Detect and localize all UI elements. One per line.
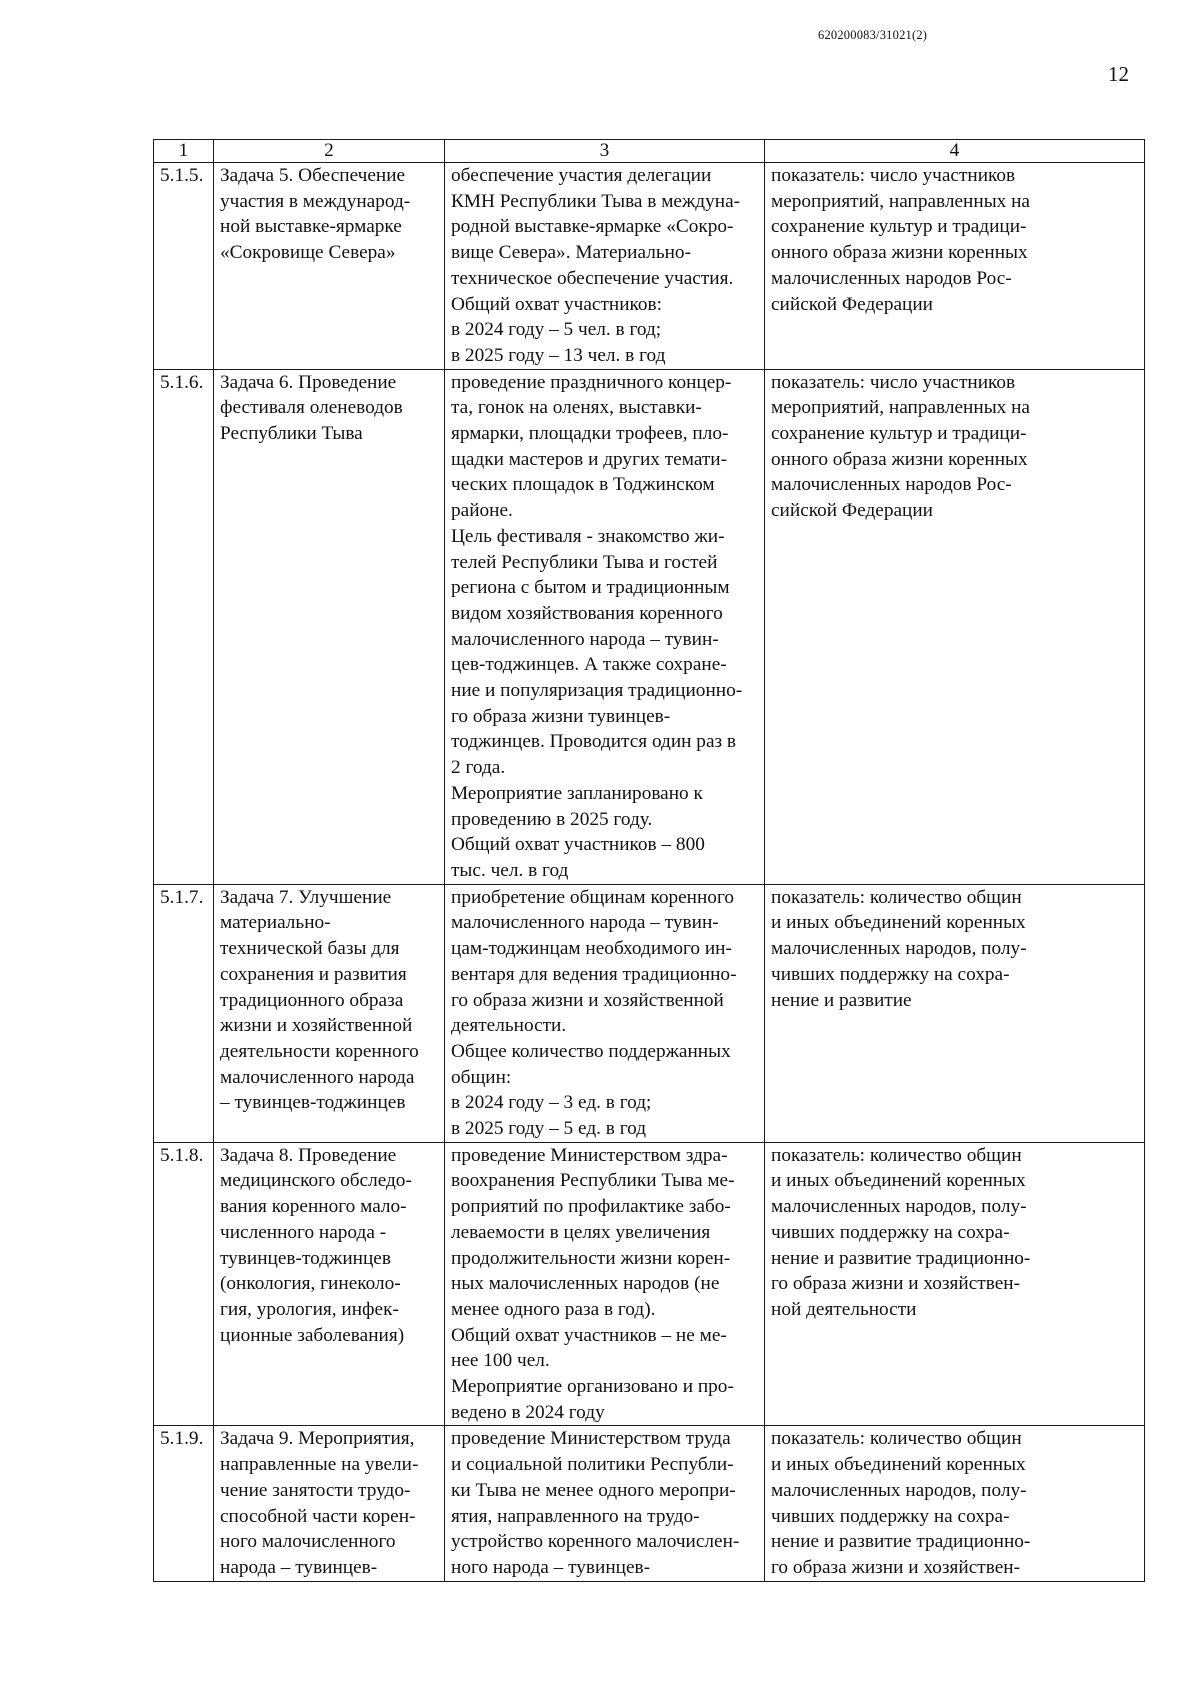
text-line: цам-тоджинцам необходимого ин- xyxy=(451,938,732,960)
table-row xyxy=(154,884,1145,1142)
text-line: Задача 8. Проведение xyxy=(220,1144,397,1166)
text-line: та, гонок на оленях, выставки- xyxy=(451,397,702,419)
text-line: телей Республики Тыва и гостей xyxy=(451,551,718,573)
text-line: нее 100 чел. xyxy=(451,1350,550,1372)
text-line: мероприятий, направленных на xyxy=(771,190,1030,212)
table-row xyxy=(154,1426,1145,1581)
text-line: Мероприятие организовано и про- xyxy=(451,1376,734,1398)
text-line: направленные на увели- xyxy=(220,1454,419,1476)
item-number-cell: 5.1.5. xyxy=(154,163,214,370)
text-line: в 2025 году – 13 чел. в год xyxy=(451,344,666,366)
header-row xyxy=(154,140,1145,163)
text-line: показатель: число участников xyxy=(771,165,1016,186)
text-line: Общий охват участников – не ме- xyxy=(451,1324,727,1346)
text-line: чение занятости трудо- xyxy=(220,1479,411,1501)
text-line: (онкология, гинеколо- xyxy=(220,1273,401,1295)
text-line: проведение Министерством труда xyxy=(451,1428,731,1450)
text-line: нение и развитие традиционно- xyxy=(771,1531,1031,1553)
text-line: ной выставке-ярмарке xyxy=(220,216,402,238)
text-line: Общее количество поддержанных xyxy=(451,1040,731,1062)
text-line: тоджинцев. Проводится один раз в xyxy=(451,731,737,753)
text-line: проведение праздничного концер- xyxy=(451,371,732,393)
description-cell xyxy=(445,884,765,1142)
text-line: малочисленного народа – тувин- xyxy=(451,912,719,934)
text-line: родной выставке-ярмарке «Сокро- xyxy=(451,216,734,238)
table-body xyxy=(154,163,1145,1582)
item-number-cell: 5.1.6. xyxy=(154,369,214,884)
text-line: Задача 6. Проведение xyxy=(220,371,397,393)
text-line: сохранения и развития xyxy=(220,963,407,985)
text-line: вания коренного мало- xyxy=(220,1196,407,1218)
task-cell xyxy=(214,884,445,1142)
text-line: онного образа жизни коренных xyxy=(771,448,1028,470)
text-line: го образа жизни и хозяйственной xyxy=(451,989,724,1011)
text-line: менее одного раза в год). xyxy=(451,1298,656,1320)
text-line: ной деятельности xyxy=(771,1298,917,1320)
text-line: чивших поддержку на сохра- xyxy=(771,1505,1010,1527)
table-row xyxy=(154,163,1145,370)
text-line: малочисленных народов Рос- xyxy=(771,474,1012,496)
text-line: роприятий по профилактике забо- xyxy=(451,1196,731,1218)
text-line: малочисленных народов, полу- xyxy=(771,1196,1027,1218)
indicator-cell xyxy=(765,1142,1145,1426)
text-line: технической базы для xyxy=(220,938,400,960)
text-line: показатель: количество общин xyxy=(771,1428,1022,1450)
text-line: КМН Республики Тыва в междуна- xyxy=(451,190,741,212)
text-line: нение и развитие традиционно- xyxy=(771,1247,1031,1269)
text-line: фестиваля оленеводов xyxy=(220,397,403,419)
text-line: показатель: количество общин xyxy=(771,886,1022,908)
text-line: видом хозяйствования коренного xyxy=(451,602,723,624)
text-line: малочисленных народов Рос- xyxy=(771,267,1012,289)
measures-table xyxy=(153,139,1145,1582)
text-line: общин: xyxy=(451,1066,512,1088)
text-line: приобретение общинам коренного xyxy=(451,886,735,908)
text-line: ки Тыва не менее одного меропри- xyxy=(451,1479,736,1501)
text-line: сийской Федерации xyxy=(771,500,933,522)
text-line: и иных объединений коренных xyxy=(771,912,1026,934)
text-line: вентаря для ведения традиционно- xyxy=(451,963,737,985)
text-line: медицинского обследо- xyxy=(220,1170,412,1192)
text-line: в 2024 году – 3 ед. в год; xyxy=(451,1092,652,1114)
task-cell xyxy=(214,1426,445,1581)
text-line: Республики Тыва xyxy=(220,423,363,445)
text-line: чивших поддержку на сохра- xyxy=(771,1221,1010,1243)
text-line: онного образа жизни коренных xyxy=(771,242,1028,264)
column-header: 3 xyxy=(445,140,765,163)
text-line: Задача 5. Обеспечение xyxy=(220,165,406,186)
task-cell xyxy=(214,163,445,370)
text-line: региона с бытом и традиционным xyxy=(451,577,730,599)
text-line: ных малочисленных народов (не xyxy=(451,1273,720,1295)
text-line: участия в международ- xyxy=(220,190,411,212)
table-row xyxy=(154,369,1145,884)
text-line: малочисленного народа xyxy=(220,1066,415,1088)
description-cell xyxy=(445,1142,765,1426)
text-line: продолжительности жизни корен- xyxy=(451,1247,731,1269)
text-line: цев-тоджинцев. А также сохране- xyxy=(451,654,727,676)
text-line: и иных объединений коренных xyxy=(771,1454,1026,1476)
text-line: ятия, направленного на трудо- xyxy=(451,1505,700,1527)
indicator-cell xyxy=(765,163,1145,370)
text-line: тувинцев-тоджинцев xyxy=(220,1247,391,1269)
text-line: и иных объединений коренных xyxy=(771,1170,1026,1192)
text-line: го образа жизни и хозяйствен- xyxy=(771,1273,1021,1295)
indicator-cell xyxy=(765,369,1145,884)
text-line: нение и развитие xyxy=(771,989,912,1011)
item-number-cell: 5.1.7. xyxy=(154,884,214,1142)
column-header: 1 xyxy=(154,140,214,163)
text-line: традиционного образа xyxy=(220,989,404,1011)
text-line: малочисленных народов, полу- xyxy=(771,938,1027,960)
item-number-cell: 5.1.9. xyxy=(154,1426,214,1581)
text-line: леваемости в целях увеличения xyxy=(451,1221,711,1243)
text-line: тыс. чел. в год xyxy=(451,859,569,881)
indicator-cell xyxy=(765,884,1145,1142)
text-line: техническое обеспечение участия. xyxy=(451,267,734,289)
text-line: проведение Министерством здра- xyxy=(451,1144,728,1166)
text-line: ние и популяризация традиционно- xyxy=(451,680,743,702)
text-line: и социальной политики Республи- xyxy=(451,1454,734,1476)
text-line: вище Севера». Материально- xyxy=(451,242,691,264)
text-line: жизни и хозяйственной xyxy=(220,1015,413,1037)
text-line: малочисленного народа – тувин- xyxy=(451,628,719,650)
text-line: в 2025 году – 5 ед. в год xyxy=(451,1118,647,1140)
text-line: воохранения Республики Тыва ме- xyxy=(451,1170,735,1192)
task-cell xyxy=(214,1142,445,1426)
text-line: гия, урология, инфек- xyxy=(220,1298,399,1320)
task-cell xyxy=(214,369,445,884)
description-cell xyxy=(445,1426,765,1581)
text-line: сийской Федерации xyxy=(771,293,933,315)
item-number-cell: 5.1.8. xyxy=(154,1142,214,1426)
description-cell xyxy=(445,369,765,884)
text-line: Общий охват участников: xyxy=(451,293,663,315)
description-cell xyxy=(445,163,765,370)
text-line: Мероприятие запланировано к xyxy=(451,782,703,804)
text-line: материально- xyxy=(220,912,331,934)
indicator-cell xyxy=(765,1426,1145,1581)
text-line: го образа жизни тувинцев- xyxy=(451,705,671,727)
table-row xyxy=(154,1142,1145,1426)
text-line: «Сокровище Севера» xyxy=(220,242,396,264)
text-line: показатель: количество общин xyxy=(771,1144,1022,1166)
text-line: малочисленных народов, полу- xyxy=(771,1479,1027,1501)
text-line: сохранение культур и традици- xyxy=(771,216,1027,238)
column-header: 2 xyxy=(214,140,445,163)
text-line: проведению в 2025 году. xyxy=(451,808,653,830)
text-line: численного народа - xyxy=(220,1221,387,1243)
text-line: народа – тувинцев- xyxy=(220,1556,378,1578)
text-line: ческих площадок в Тоджинском xyxy=(451,474,715,496)
text-line: ционные заболевания) xyxy=(220,1324,405,1346)
text-line: обеспечение участия делегации xyxy=(451,165,712,186)
text-line: мероприятий, направленных на xyxy=(771,397,1030,419)
text-line: ярмарки, площадки трофеев, пло- xyxy=(451,423,729,445)
text-line: чивших поддержку на сохра- xyxy=(771,963,1010,985)
text-line: устройство коренного малочислен- xyxy=(451,1531,740,1553)
text-line: щадки мастеров и других темати- xyxy=(451,448,728,470)
text-line: деятельности коренного xyxy=(220,1040,419,1062)
text-line: показатель: число участников xyxy=(771,371,1016,393)
text-line: деятельности. xyxy=(451,1015,567,1037)
text-line: ведено в 2024 году xyxy=(451,1401,605,1423)
text-line: Цель фестиваля - знакомство жи- xyxy=(451,525,725,547)
text-line: го образа жизни и хозяйствен- xyxy=(771,1556,1021,1578)
text-line: районе. xyxy=(451,500,513,522)
document-id: 620200083/31021(2) xyxy=(818,28,928,42)
text-line: Задача 9. Мероприятия, xyxy=(220,1428,415,1450)
column-header: 4 xyxy=(765,140,1145,163)
text-line: способной части корен- xyxy=(220,1505,416,1527)
text-line: ного малочисленного xyxy=(220,1531,396,1553)
text-line: 2 года. xyxy=(451,757,506,779)
page-number: 12 xyxy=(1108,62,1129,86)
text-line: сохранение культур и традици- xyxy=(771,423,1027,445)
text-line: Общий охват участников – 800 xyxy=(451,834,705,856)
text-line: ного народа – тувинцев- xyxy=(451,1556,651,1578)
text-line: – тувинцев-тоджинцев xyxy=(220,1092,406,1114)
text-line: в 2024 году – 5 чел. в год; xyxy=(451,319,662,341)
text-line: Задача 7. Улучшение xyxy=(220,886,392,908)
